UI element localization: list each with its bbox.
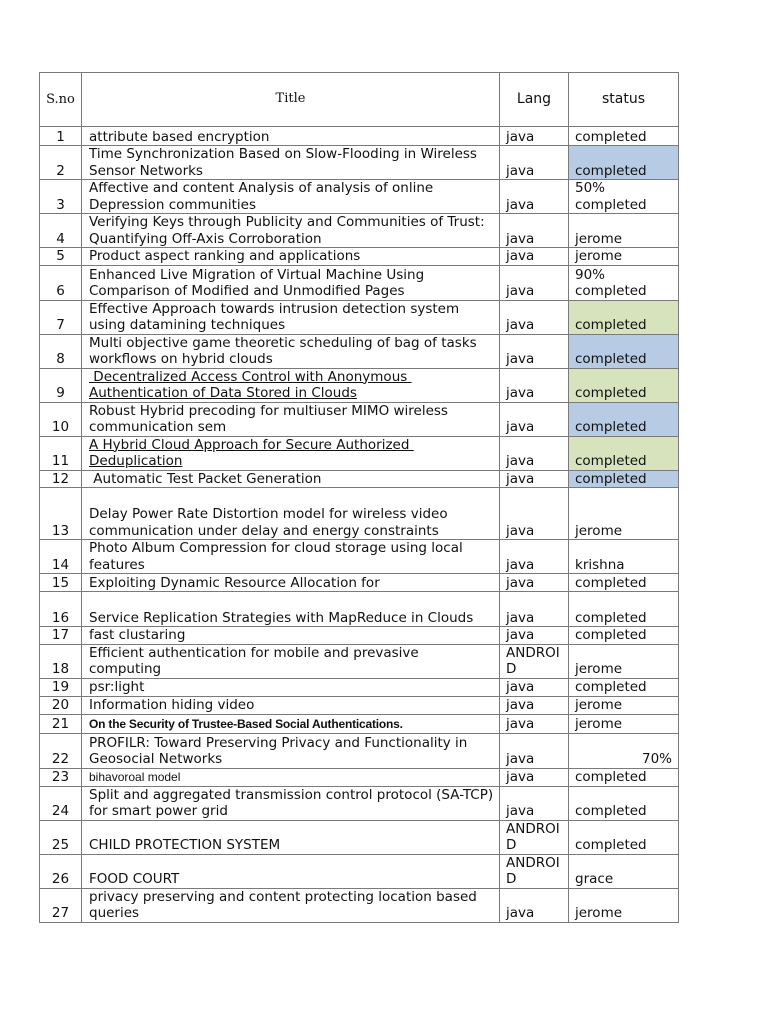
cell-title	[82, 696, 500, 714]
cell-lang: java	[500, 265, 569, 300]
title-text: Time Synchronization Based on Slow-Flooding in Wireless Sensor Networks	[89, 146, 482, 179]
cell-title	[82, 402, 500, 436]
cell-sno: 18	[40, 644, 82, 678]
cell-status: completed	[569, 627, 679, 645]
cell-status: grace	[569, 854, 679, 888]
cell-sno: 9	[40, 368, 82, 402]
cell-lang: java	[500, 300, 569, 334]
cell-status: completed	[569, 470, 679, 488]
cell-lang: java	[500, 180, 569, 214]
cell-lang: java	[500, 402, 569, 436]
cell-sno: 27	[40, 888, 82, 922]
cell-status: completed	[569, 678, 679, 696]
cell-title	[82, 627, 500, 645]
cell-title	[82, 540, 500, 574]
title-text: bihavoroal model	[89, 770, 181, 784]
table-row	[40, 678, 679, 696]
table-row	[40, 436, 679, 470]
cell-sno: 1	[40, 127, 82, 146]
cell-sno: 5	[40, 248, 82, 266]
cell-status: completed	[569, 592, 679, 627]
cell-sno: 4	[40, 214, 82, 248]
cell-sno: 25	[40, 820, 82, 854]
project-table	[39, 72, 679, 923]
cell-lang: java	[500, 470, 569, 488]
table-row	[40, 265, 679, 300]
cell-status: 70%	[569, 733, 679, 768]
title-text: Affective and content Analysis of analysis of online Depression communities	[89, 180, 438, 213]
cell-title	[82, 146, 500, 180]
title-text: Product aspect ranking and applications	[89, 248, 361, 264]
cell-sno: 19	[40, 678, 82, 696]
cell-sno: 3	[40, 180, 82, 214]
cell-status: completed	[569, 402, 679, 436]
cell-title	[82, 574, 500, 592]
cell-title	[82, 488, 500, 540]
cell-title	[82, 733, 500, 768]
cell-sno: 2	[40, 146, 82, 180]
cell-status: jerome	[569, 488, 679, 540]
cell-lang: java	[500, 540, 569, 574]
cell-status: completed	[569, 368, 679, 402]
cell-status: jerome	[569, 714, 679, 733]
cell-sno: 17	[40, 627, 82, 645]
cell-sno: 12	[40, 470, 82, 488]
cell-status: completed	[569, 820, 679, 854]
header-lang: Lang	[500, 73, 569, 127]
title-text: Multi objective game theoretic scheduling of bag of tasks workflows on hybrid clouds	[89, 334, 481, 367]
cell-status: jerome	[569, 696, 679, 714]
cell-status: completed	[569, 300, 679, 334]
cell-title	[82, 214, 500, 248]
table-row	[40, 248, 679, 266]
title-text: fast clustaring	[89, 627, 186, 643]
cell-lang: java	[500, 127, 569, 146]
table-row	[40, 854, 679, 888]
cell-lang: java	[500, 733, 569, 768]
cell-status: completed	[569, 127, 679, 146]
title-text: Photo Album Compression for cloud storage using local features	[89, 540, 468, 573]
cell-sno: 13	[40, 488, 82, 540]
title-text: attribute based encryption	[89, 128, 270, 145]
title-text: Decentralized Access Control with Anonymous Authentication of Data Stored in Clouds	[89, 368, 412, 401]
cell-lang: ANDROID	[500, 854, 569, 888]
cell-status: completed	[569, 436, 679, 470]
cell-status: 50% completed	[569, 180, 679, 214]
title-text: psr:light	[89, 679, 145, 695]
table-row	[40, 888, 679, 922]
cell-title	[82, 854, 500, 888]
cell-lang: java	[500, 714, 569, 733]
cell-status: completed	[569, 334, 679, 368]
cell-lang: java	[500, 248, 569, 266]
cell-title	[82, 678, 500, 696]
cell-title	[82, 248, 500, 266]
cell-title	[82, 820, 500, 854]
table-row	[40, 786, 679, 820]
cell-status: krishna	[569, 540, 679, 574]
cell-title	[82, 300, 500, 334]
cell-title	[82, 786, 500, 820]
cell-lang: java	[500, 768, 569, 786]
cell-lang: java	[500, 368, 569, 402]
cell-lang: ANDROID	[500, 644, 569, 678]
cell-sno: 16	[40, 592, 82, 627]
cell-title	[82, 127, 500, 146]
cell-status: completed	[569, 768, 679, 786]
table-row	[40, 540, 679, 574]
title-text: Split and aggregated transmission control protocol (SA-TCP) for smart power grid	[89, 786, 498, 819]
title-text: Delay Power Rate Distortion model for wireless video communication under delay and energy constraints	[89, 506, 452, 539]
title-text: FOOD COURT	[89, 871, 180, 887]
cell-title	[82, 714, 500, 733]
cell-lang: java	[500, 627, 569, 645]
title-text: Effective Approach towards intrusion detection system using datamining techniques	[89, 300, 464, 333]
table-row	[40, 368, 679, 402]
cell-status: jerome	[569, 644, 679, 678]
table-row	[40, 214, 679, 248]
cell-sno: 21	[40, 714, 82, 733]
cell-title	[82, 644, 500, 678]
table-row	[40, 470, 679, 488]
table-row	[40, 627, 679, 645]
cell-lang: java	[500, 488, 569, 540]
cell-status: jerome	[569, 214, 679, 248]
cell-sno: 26	[40, 854, 82, 888]
cell-sno: 23	[40, 768, 82, 786]
title-text: Service Replication Strategies with MapReduce in Clouds	[89, 609, 474, 626]
table-row	[40, 146, 679, 180]
cell-lang: java	[500, 574, 569, 592]
cell-sno: 8	[40, 334, 82, 368]
cell-sno: 24	[40, 786, 82, 820]
cell-title	[82, 180, 500, 214]
cell-sno: 15	[40, 574, 82, 592]
table-row	[40, 644, 679, 678]
table-row	[40, 127, 679, 146]
cell-lang: java	[500, 592, 569, 627]
cell-sno: 7	[40, 300, 82, 334]
title-text: PROFILR: Toward Preserving Privacy and Functionality in Geosocial Networks	[89, 734, 472, 767]
table-row	[40, 488, 679, 540]
table-row	[40, 768, 679, 786]
cell-status: completed	[569, 146, 679, 180]
cell-sno: 10	[40, 402, 82, 436]
cell-lang: java	[500, 334, 569, 368]
cell-sno: 20	[40, 696, 82, 714]
cell-status: 90% completed	[569, 265, 679, 300]
table-row	[40, 820, 679, 854]
table-row	[40, 402, 679, 436]
header-row	[40, 73, 679, 127]
cell-status: completed	[569, 786, 679, 820]
cell-title	[82, 265, 500, 300]
title-text: Enhanced Live Migration of Virtual Machine Using Comparison of Modified and Unmodified Pages	[89, 266, 429, 299]
title-text: privacy preserving and content protecting location based queries	[89, 888, 482, 921]
title-text: Verifying Keys through Publicity and Communities of Trust: Quantifying Off-Axis Corroboration	[89, 214, 489, 247]
title-text: On the Security of Trustee-Based Social Authentications.	[89, 717, 403, 731]
cell-title	[82, 334, 500, 368]
table-row	[40, 574, 679, 592]
cell-status: jerome	[569, 248, 679, 266]
header-sno: S.no	[40, 73, 82, 127]
cell-lang: java	[500, 214, 569, 248]
title-text: CHILD PROTECTION SYSTEM	[89, 837, 281, 853]
title-text: Exploiting Dynamic Resource Allocation for	[89, 574, 380, 591]
table-row	[40, 334, 679, 368]
table-row	[40, 592, 679, 627]
cell-sno: 6	[40, 265, 82, 300]
cell-title	[82, 470, 500, 488]
table-row	[40, 300, 679, 334]
title-text: Automatic Test Packet Generation	[89, 470, 322, 487]
table-row	[40, 696, 679, 714]
cell-lang: java	[500, 786, 569, 820]
cell-sno: 14	[40, 540, 82, 574]
table-row	[40, 714, 679, 733]
cell-status: jerome	[569, 888, 679, 922]
cell-lang: java	[500, 696, 569, 714]
cell-title	[82, 368, 500, 402]
cell-lang: java	[500, 888, 569, 922]
cell-sno: 11	[40, 436, 82, 470]
cell-title	[82, 768, 500, 786]
table-row	[40, 733, 679, 768]
title-text: Efficient authentication for mobile and prevasive computing	[89, 644, 424, 677]
cell-title	[82, 592, 500, 627]
title-text: Information hiding video	[89, 697, 255, 713]
cell-lang: ANDROID	[500, 820, 569, 854]
title-text: Robust Hybrid precoding for multiuser MIMO wireless communication sem	[89, 402, 453, 435]
cell-title	[82, 888, 500, 922]
table-row	[40, 180, 679, 214]
cell-lang: java	[500, 678, 569, 696]
header-status: status	[569, 73, 679, 127]
cell-lang: java	[500, 146, 569, 180]
cell-title	[82, 436, 500, 470]
header-title: Title	[82, 73, 500, 127]
cell-status: completed	[569, 574, 679, 592]
cell-lang: java	[500, 436, 569, 470]
title-text: A Hybrid Cloud Approach for Secure Authorized Deduplication	[89, 436, 414, 469]
cell-sno: 22	[40, 733, 82, 768]
